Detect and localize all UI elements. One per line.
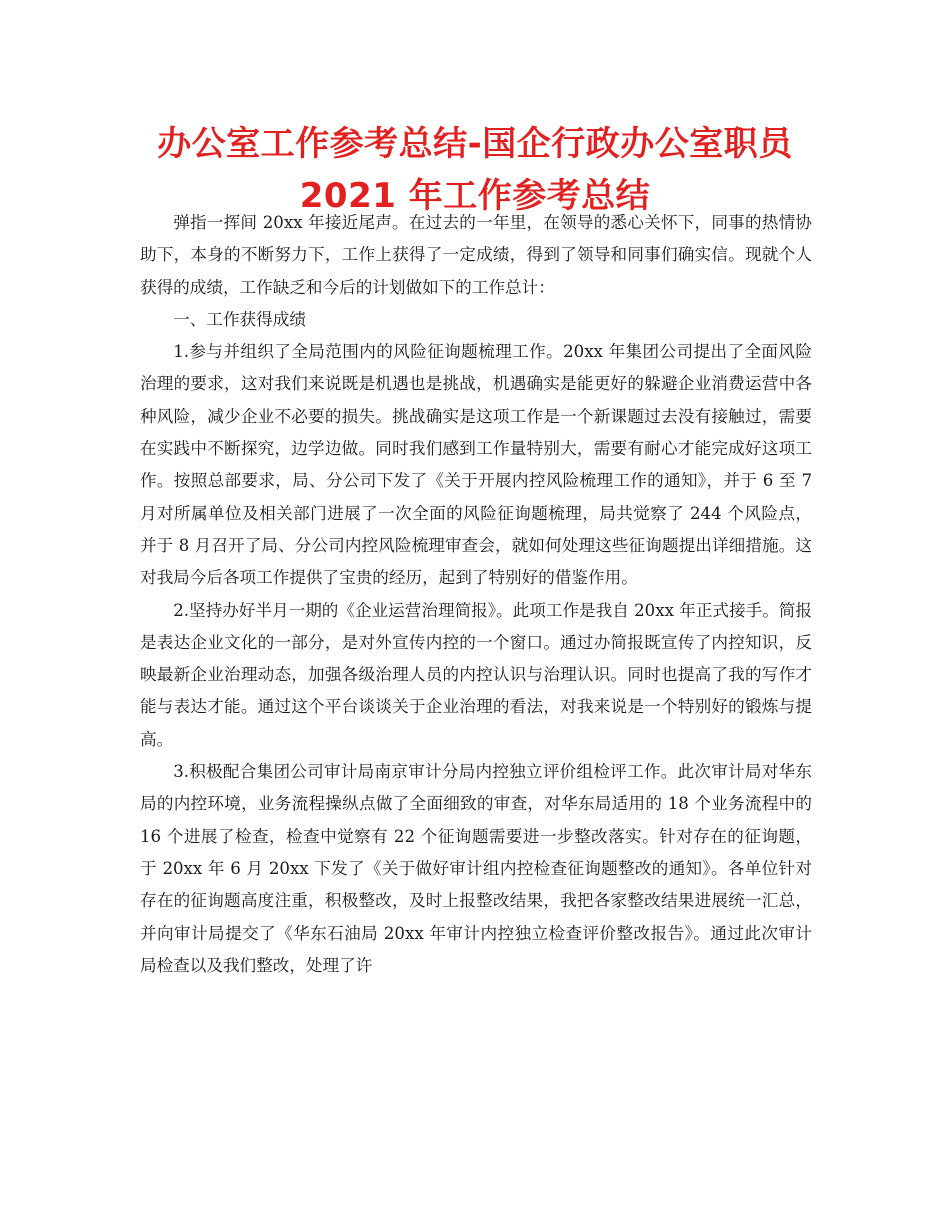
document-body	[140, 207, 812, 982]
paragraph-intro: 弹指一挥间 20xx 年接近尾声。在过去的一年里，在领导的悉心关怀下，同事的热情协助下，本身的不断努力下，工作上获得了一定成绩，得到了领导和同事们确实信。现就个人获得的成绩，工作缺乏和今后的计划做如下的工作总计：	[140, 213, 812, 297]
section-heading: 一、工作获得成绩	[173, 309, 306, 329]
paragraph-item-2: 2.坚持办好半月一期的《企业运营治理简报》。此项工作是我自 20xx 年正式接手。简报是表达企业文化的一部分，是对外宣传内控的一个窗口。通过办简报既宣传了内控知识，反映最新企业治理动态，加强各级治理人员的内控认识与治理认识。同时也提高了我的写作才能与表达才能。通过这个平台谈谈关于企业治理的看法，对我来说是一个特别好的锻炼与提高。	[140, 600, 812, 749]
paragraph-item-3: 3.积极配合集团公司审计局南京审计分局内控独立评价组检评工作。此次审计局对华东局的内控环境，业务流程操纵点做了全面细致的审查，对华东局适用的 18 个业务流程中的 16 个进展了检查，检查中觉察有 22 个征询题需要进一步整改落实。针对存在的征询题，于 20xx 年 6 月 20xx 下发了《关于做好审计组内控检查征询题整改的通知》。各单位针对存在的征询题高度注重，积极整改，及时上报整改结果，我把各家整改结果进展统一汇总，并向审计局提交了《华东石油局 20xx 年审计内控独立检查评价整改报告》。通过此次审计局检查以及我们整改，处理了许	[140, 762, 812, 975]
paragraph-item-1: 1.参与并组织了全局范围内的风险征询题梳理工作。20xx 年集团公司提出了全面风险治理的要求，这对我们来说既是机遇也是挑战，机遇确实是能更好的躲避企业消费运营中各种风险，减少企业不必要的损失。挑战确实是这项工作是一个新课题过去没有接触过，需要在实践中不断探究，边学边做。同时我们感到工作量特别大，需要有耐心才能完成好这项工作。按照总部要求，局、分公司下发了《关于开展内控风险梳理工作的通知》，并于 6 至 7 月对所属单位及相关部门进展了一次全面的风险征询题梳理，局共觉察了 244 个风险点，并于 8 月召开了局、分公司内控风险梳理审查会，就如何处理这些征询题提出详细措施。这对我局今后各项工作提供了宝贵的经历，起到了特别好的借鉴作用。	[140, 342, 812, 588]
document-title: 办公室工作参考总结-国企行政办公室职员 2021 年工作参考总结	[157, 124, 793, 216]
